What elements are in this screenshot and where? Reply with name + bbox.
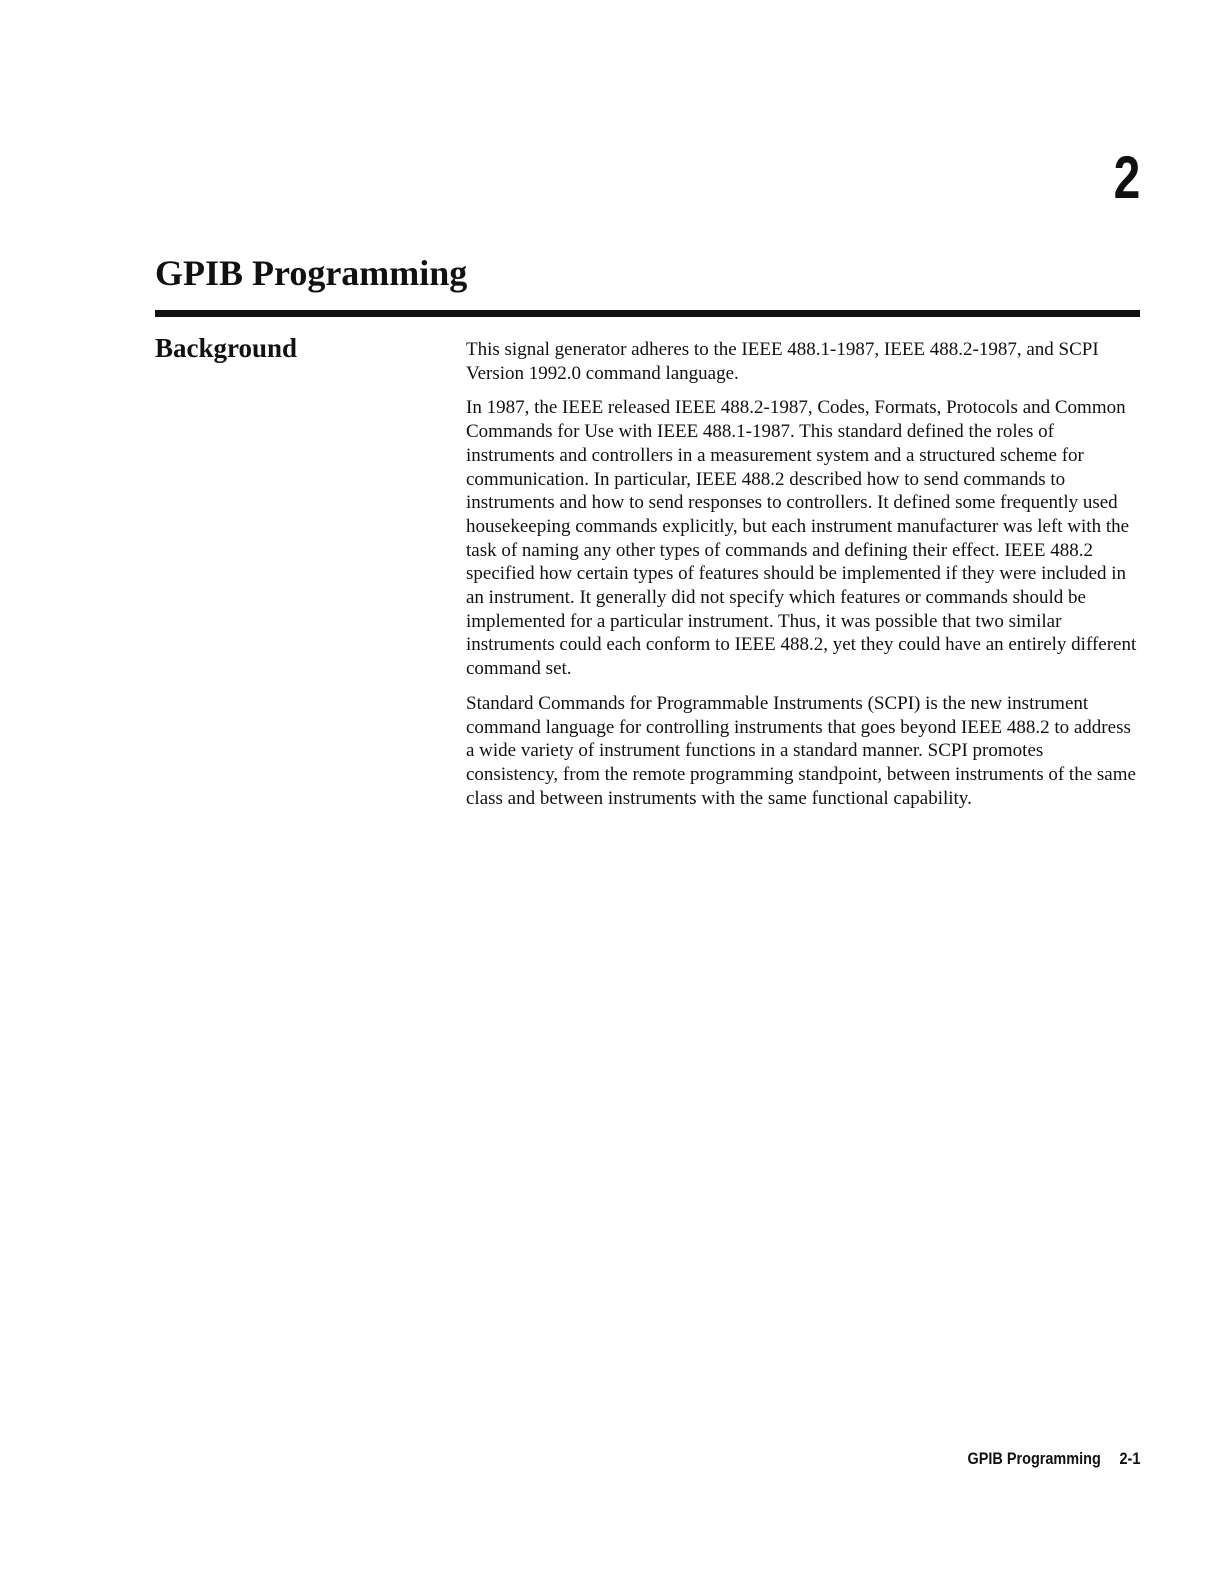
paragraph: Standard Commands for Programmable Instruments (SCPI) is the new instrument command language for controlling instruments that goes beyond IEEE 488.2 to address a wide variety of instrument functions in a standard manner. SCPI promotes consistency, from the remote programming standpoint, between instruments of the same class and between instruments with the same functional capability. (466, 692, 1136, 809)
title-divider (155, 310, 1140, 317)
section-heading: Background (155, 333, 298, 363)
chapter-title: GPIB Programming (155, 253, 468, 293)
page-footer (967, 1450, 1140, 1467)
section-body (466, 338, 1138, 821)
paragraph: In 1987, the IEEE released IEEE 488.2-1987, Codes, Formats, Protocols and Common Commands for Use with IEEE 488.1-1987. This standard defined the roles of instruments and controllers in a measurement system and a structured scheme for communication. In particular, IEEE 488.2 described how to send commands to instruments and how to send responses to controllers. It defined some frequently used housekeeping commands explicitly, but each instrument manufacturer was left with the task of naming any other types of commands and defining their effect. IEEE 488.2 specified how certain types of features should be implemented if they were included in an instrument. It generally did not specify which features or commands should be implemented for a particular instrument. Thus, it was possible that two similar instruments could each conform to IEEE 488.2, yet they could have an entirely different command set. (466, 397, 1137, 680)
chapter-number: 2 (1113, 144, 1140, 211)
footer-title: GPIB Programming (967, 1449, 1101, 1468)
page-number: 2-1 (1119, 1449, 1140, 1468)
paragraph: This signal generator adheres to the IEEE 488.1-1987, IEEE 488.2-1987, and SCPI Version 1992.0 command language. (466, 339, 1099, 384)
